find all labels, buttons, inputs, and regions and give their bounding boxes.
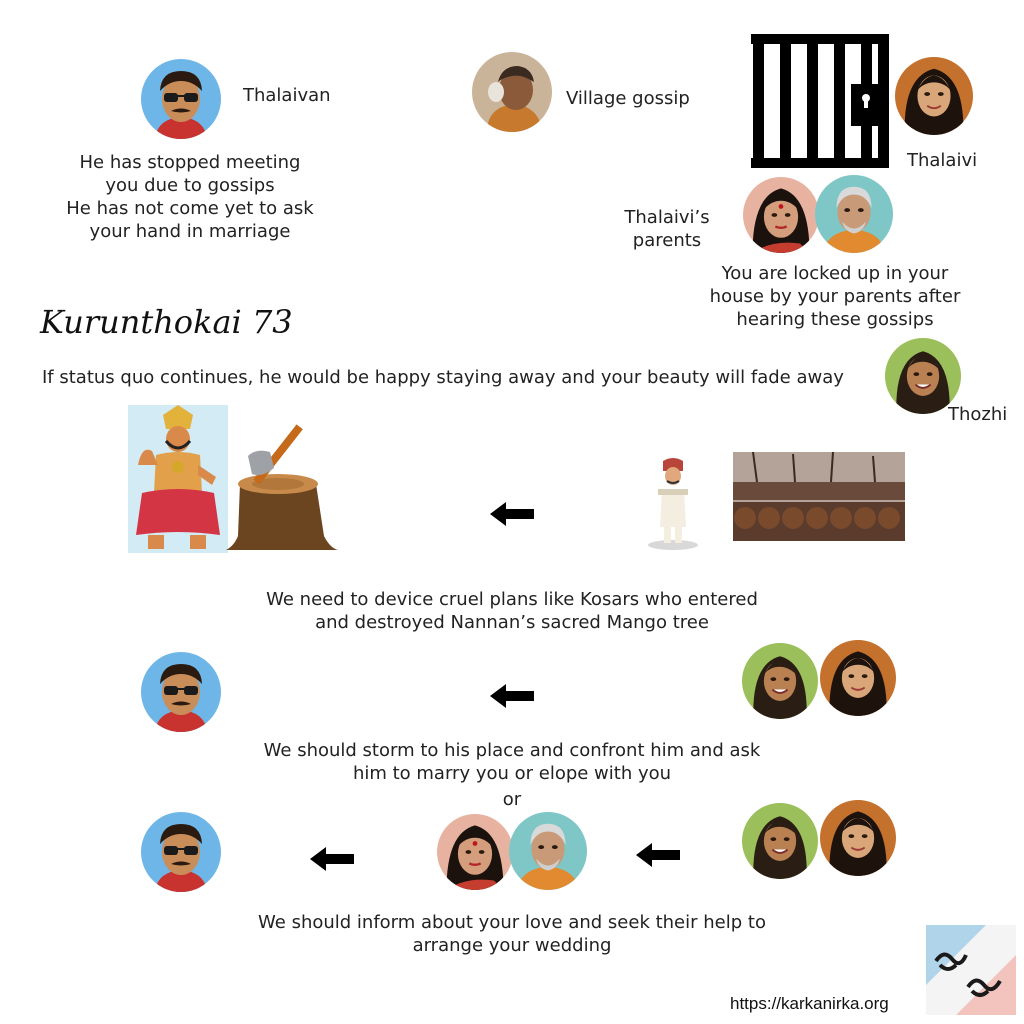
thalaivan-label: Thalaivan xyxy=(243,85,331,106)
thalaivan-avatar-row3 xyxy=(141,812,221,892)
left-arrow-icon xyxy=(310,847,354,871)
thalaivi-avatar xyxy=(895,57,973,135)
locked-note-line: You are locked up in your xyxy=(721,263,949,284)
karkanirka-logo-icon xyxy=(926,925,1016,1015)
site-url-link[interactable]: https://karkanirka.org xyxy=(730,994,889,1013)
plan2-text xyxy=(212,739,812,785)
parents-label-line: parents xyxy=(632,230,702,251)
thozhi-avatar-row2 xyxy=(742,643,818,719)
plan3-text-line: We should inform about your love and seek their help to xyxy=(258,912,766,933)
parents-label-line: Thalaivi’s xyxy=(624,207,710,228)
poem-title: Kurunthokai 73 xyxy=(40,303,293,341)
parents-label xyxy=(612,206,722,252)
thalaivan-note-line: He has not come yet to ask xyxy=(66,198,314,219)
thalaivi-avatar-row2 xyxy=(820,640,896,716)
mother-avatar xyxy=(743,177,819,253)
left-arrow-icon xyxy=(490,684,534,708)
or-text: or xyxy=(502,789,522,810)
axe-stump-icon xyxy=(226,412,342,552)
plan3-text xyxy=(212,911,812,957)
left-arrow-icon xyxy=(490,502,534,526)
status-quo-text: If status quo continues, he would be happy staying away and your beauty will fade away xyxy=(42,367,844,388)
kosar-army-icon xyxy=(733,452,905,541)
thalaivan-avatar xyxy=(141,59,221,139)
thozhi-label: Thozhi xyxy=(948,404,1008,425)
thalaivan-note-line: your hand in marriage xyxy=(89,221,291,242)
plan1-text-line: and destroyed Nannan’s sacred Mango tree xyxy=(315,612,709,633)
thozhi-avatar-row3 xyxy=(742,803,818,879)
plan3-text-line: arrange your wedding xyxy=(412,935,612,956)
plan1-text-line: We need to device cruel plans like Kosars who entered xyxy=(266,589,758,610)
locked-note-line: hearing these gossips xyxy=(736,309,934,330)
father-avatar xyxy=(815,175,893,253)
locked-note-line: house by your parents after xyxy=(709,286,961,307)
plan2-text-line: him to marry you or elope with you xyxy=(352,763,672,784)
mother-avatar-row3 xyxy=(437,814,513,890)
gossip-label: Village gossip xyxy=(566,88,690,109)
king-nannan-icon xyxy=(128,405,228,553)
thalaivi-avatar-row3 xyxy=(820,800,896,876)
thalaivan-note-line: you due to gossips xyxy=(105,175,275,196)
jail-bars-icon xyxy=(751,34,889,168)
thalaivan-avatar-row2 xyxy=(141,652,221,732)
kosar-soldier-icon xyxy=(646,455,700,551)
plan2-text-line: We should storm to his place and confront him and ask xyxy=(263,740,761,761)
plan1-text xyxy=(212,588,812,634)
left-arrow-icon xyxy=(636,843,680,867)
locked-note xyxy=(690,262,980,331)
thalaivan-note xyxy=(40,151,340,243)
gossip-avatar xyxy=(472,52,552,132)
thalaivi-label: Thalaivi xyxy=(907,150,978,171)
father-avatar-row3 xyxy=(509,812,587,890)
thalaivan-note-line: He has stopped meeting xyxy=(79,152,301,173)
